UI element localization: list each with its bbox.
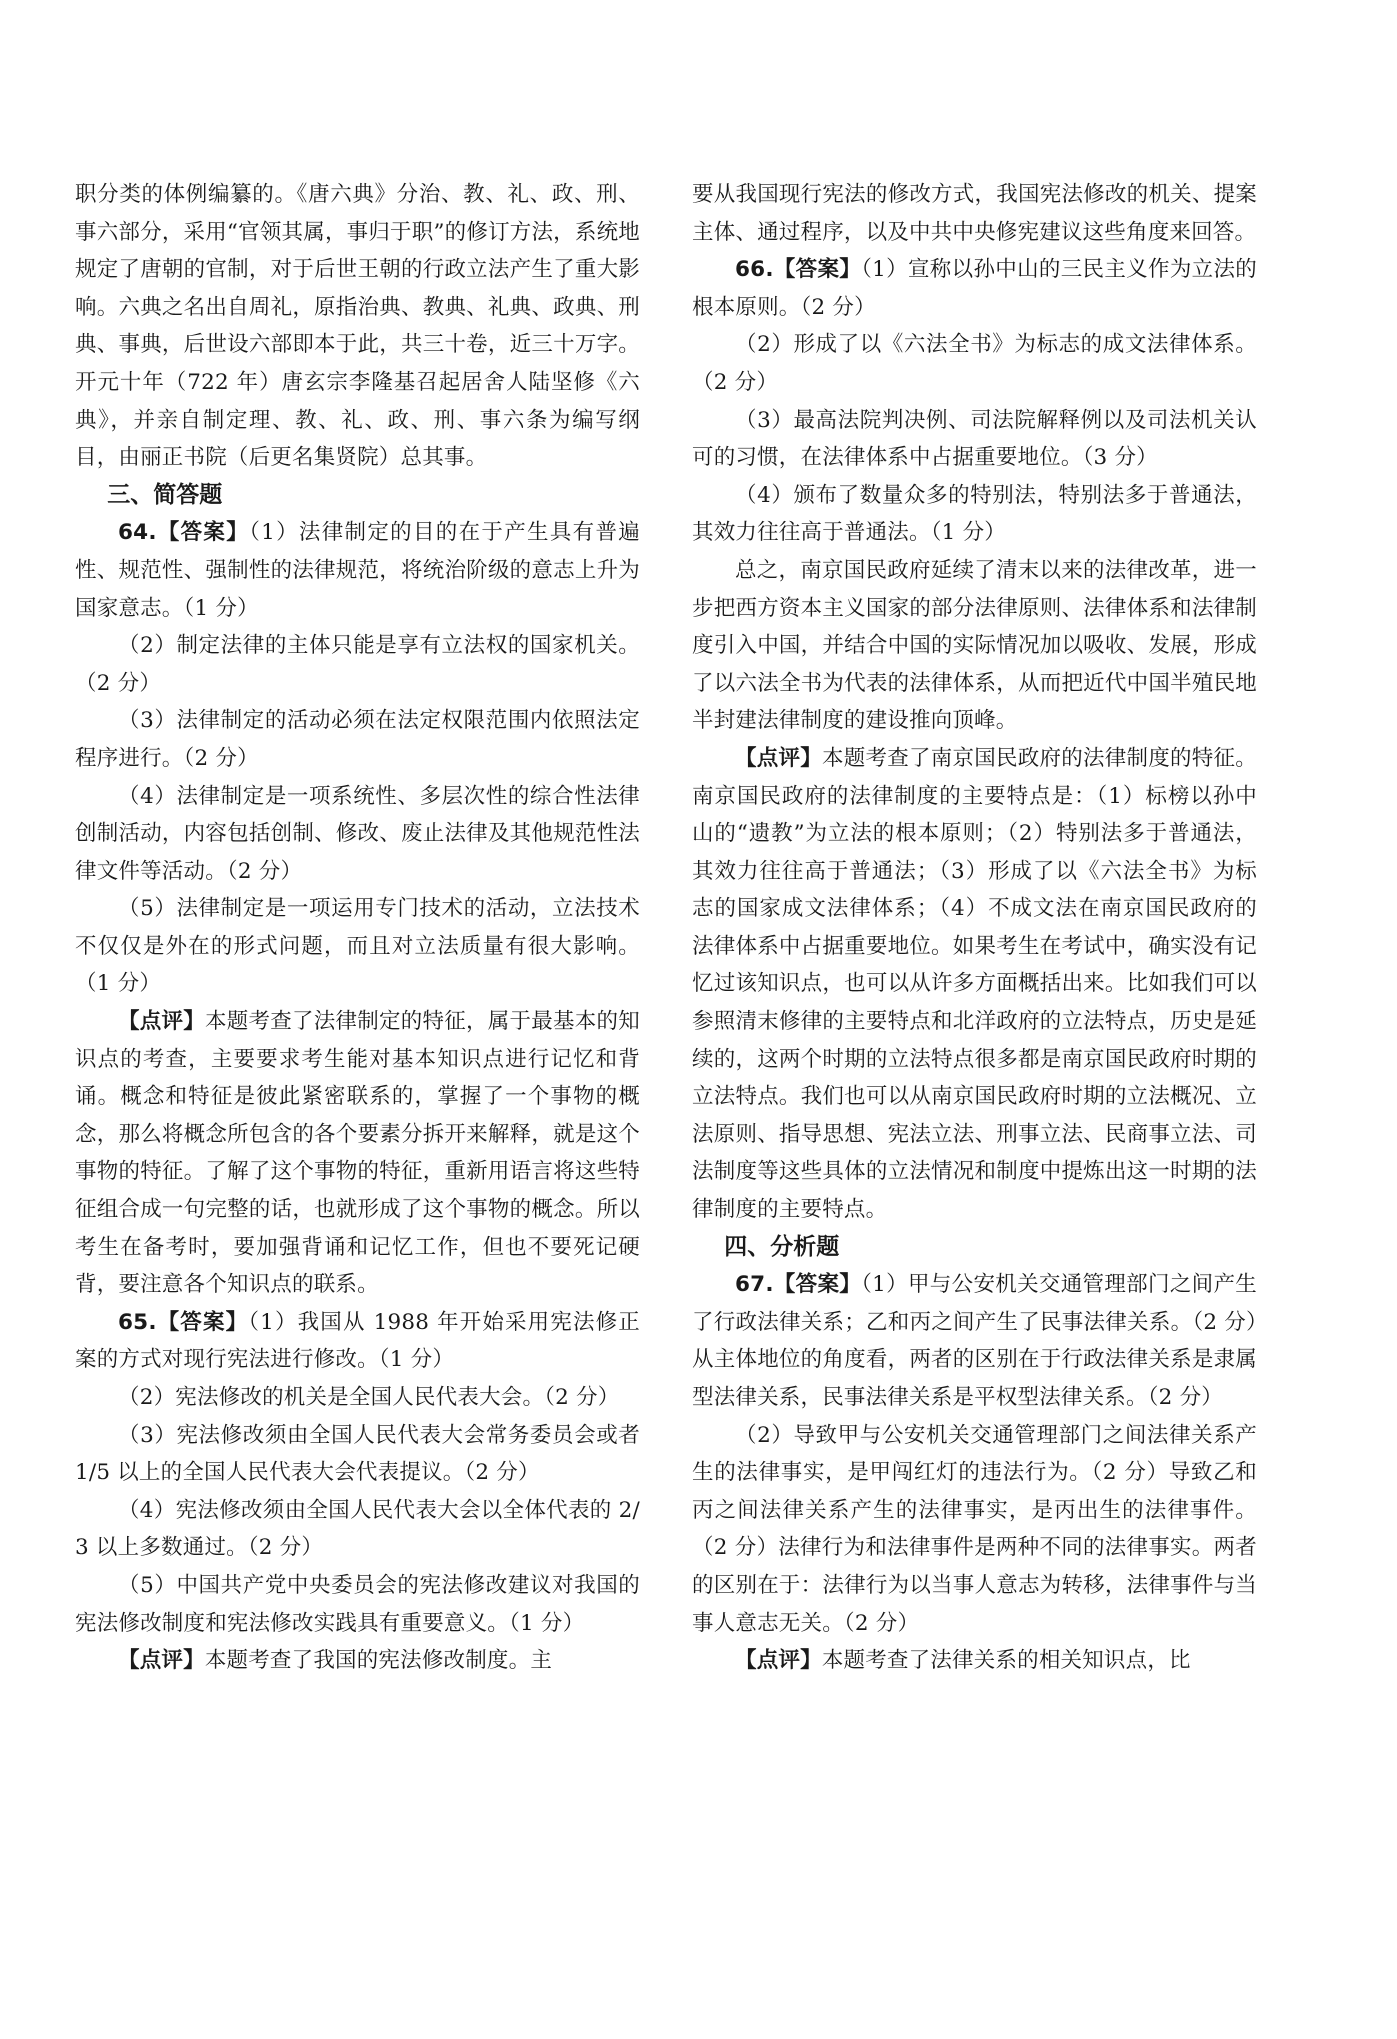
q65-comment [75, 1642, 640, 1680]
q64-answer-3: （3）法律制定的活动必须在法定权限范围内依照法定程序进行。（2 分） [75, 708, 640, 771]
q67-answer-1-text: （1）甲与公安机关交通管理部门之间产生了行政法律关系；乙和丙之间产生了民事法律关系。（2 分）从主体地位的角度看，两者的区别在于行政法律关系是隶属型法律关系，民事法律关系是平权型法律关系。（2 分） [692, 1272, 1257, 1410]
q66-answer-1-text: （1）宣称以孙中山的三民主义作为立法的根本原则。（2 分） [692, 257, 1257, 320]
answer-tag: 【答案】 [773, 1272, 862, 1298]
q66-answer-2: （2）形成了以《六法全书》为标志的成文法律体系。（2 分） [692, 332, 1257, 395]
paragraph-tang-liudian: 职分类的体例编纂的。《唐六典》分治、教、礼、政、刑、事六部分，采用“官领其属，事归于职”的修订方法，系统地规定了唐朝的官制，对于后世王朝的行政立法产生了重大影响。六典之名出自周礼，原指治典、教典、礼典、政典、刑典、事典，后世设六部即本于此，共三十卷，近三十万字。开元十年（722 年）唐玄宗李隆基召起居舍人陆坚修《六典》，并亲自制定理、教、礼、政、刑、事六条为编写纲目，由丽正书院（后更名集贤院）总其事。 [75, 182, 640, 471]
question-number: 64. [118, 520, 157, 546]
comment-tag: 【点评】 [118, 1648, 205, 1674]
comment-tag: 【点评】 [118, 1009, 206, 1035]
q65-comment-continued: 要从我国现行宪法的修改方式，我国宪法修改的机关、提案主体、通过程序，以及中共中央修宪建议这些角度来回答。 [692, 182, 1257, 245]
q65-answer-1-text: （1）我国从 1988 年开始采用宪法修正案的方式对现行宪法进行修改。（1 分） [75, 1309, 640, 1373]
q64-comment-text: 本题考查了法律制定的特征，属于最基本的知识点的考查，主要要求考生能对基本知识点进行记忆和背诵。概念和特征是彼此紧密联系的，掌握了一个事物的概念，那么将概念所包含的各个要素分拆开来解释，就是这个事物的特征。了解了这个事物的特征，重新用语言将这些特征组合成一句完整的话，也就形成了这个事物的概念。所以考生在备考时，要加强背诵和记忆工作，但也不要死记硬背，要注意各个知识点的联系。 [75, 1009, 640, 1298]
q66-summary: 总之，南京国民政府延续了清末以来的法律改革，进一步把西方资本主义国家的部分法律原则、法律体系和法律制度引入中国，并结合中国的实际情况加以吸收、发展，形成了以六法全书为代表的法律体系，从而把近代中国半殖民地半封建法律制度的建设推向顶峰。 [692, 557, 1257, 734]
answer-tag: 【答案】 [773, 257, 862, 283]
q64-answer-5: （5）法律制定是一项运用专门技术的活动，立法技术不仅仅是外在的形式问题，而且对立法质量有很大影响。（1 分） [75, 896, 640, 997]
question-number: 66. [735, 257, 774, 283]
q64-answer-4: （4）法律制定是一项系统性、多层次性的综合性法律创制活动，内容包括创制、修改、废止法律及其他规范性法律文件等活动。（2 分） [75, 783, 640, 884]
q67-comment-text: 本题考查了法律关系的相关知识点，比 [821, 1648, 1191, 1674]
q64-answer-1 [75, 514, 640, 627]
question-number: 65. [118, 1309, 157, 1335]
q65-answer-1 [75, 1304, 640, 1379]
q66-answer-4: （4）颁布了数量众多的特别法，特别法多于普通法，其效力往往高于普通法。（1 分） [692, 482, 1257, 546]
question-number: 67. [735, 1272, 774, 1298]
answer-tag: 【答案】 [156, 520, 250, 546]
left-column [75, 176, 640, 1680]
section-heading-short-answer: 三、简答题 [107, 481, 223, 508]
answer-tag: 【答案】 [156, 1309, 249, 1335]
q66-comment [692, 740, 1257, 1229]
q65-answer-5: （5）中国共产党中央委员会的宪法修改建议对我国的宪法修改制度和宪法修改实践具有重要意义。（1 分） [75, 1572, 640, 1636]
q64-comment [75, 1003, 640, 1304]
q65-answer-2: （2）宪法修改的机关是全国人民代表大会。（2 分） [118, 1385, 620, 1410]
q66-answer-3: （3）最高法院判决例、司法院解释例以及司法机关认可的习惯，在法律体系中占据重要地位。（3 分） [692, 407, 1257, 471]
q65-answer-3: （3）宪法修改须由全国人民代表大会常务委员会或者 1/5 以上的全国人民代表大会代表提议。（2 分） [75, 1422, 640, 1486]
q64-answer-1-text: （1）法律制定的目的在于产生具有普遍性、规范性、强制性的法律规范，将统治阶级的意志上升为国家意志。（1 分） [75, 520, 641, 621]
q66-answer-1 [692, 251, 1257, 326]
q67-answer-1 [692, 1266, 1257, 1416]
q65-answer-4: （4）宪法修改须由全国人民代表大会以全体代表的 2/3 以上多数通过。（2 分） [75, 1497, 640, 1561]
q67-comment [692, 1642, 1257, 1680]
q66-comment-text: 本题考查了南京国民政府的法律制度的特征。南京国民政府的法律制度的主要特点是：（1）标榜以孙中山的“遗教”为立法的根本原则；（2）特别法多于普通法，其效力往往高于普通法；（3）形成了以《六法全书》为标志的国家成文法律体系；（4）不成文法在南京国民政府的法律体系中占据重要地位。如果考生在考试中，确实没有记忆过该知识点，也可以从许多方面概括出来。比如我们可以参照清末修律的主要特点和北洋政府的立法特点，历史是延续的，这两个时期的立法特点很多都是南京国民政府时期的立法特点。我们也可以从南京国民政府时期的立法概况、立法原则、指导思想、宪法立法、刑事立法、民商事立法、司法制度等这些具体的立法情况和制度中提炼出这一时期的法律制度的主要特点。 [692, 745, 1257, 1223]
comment-tag: 【点评】 [735, 1648, 822, 1674]
q64-answer-2: （2）制定法律的主体只能是享有立法权的国家机关。（2 分） [75, 633, 640, 696]
section-heading-analysis: 四、分析题 [724, 1233, 840, 1260]
comment-tag: 【点评】 [735, 745, 823, 771]
right-column [692, 176, 1257, 1680]
q65-comment-text: 本题考查了我国的宪法修改制度。主 [204, 1648, 553, 1674]
q67-answer-2: （2）导致甲与公安机关交通管理部门之间法律关系产生的法律事实，是甲闯红灯的违法行为。（2 分）导致乙和丙之间法律关系产生的法律事实，是丙出生的法律事件。（2 分）法律行为和法律事件是两种不同的法律事实。两者的区别在于：法律行为以当事人意志为转移，法律事件与当事人意志无关。（2 分） [692, 1422, 1257, 1636]
